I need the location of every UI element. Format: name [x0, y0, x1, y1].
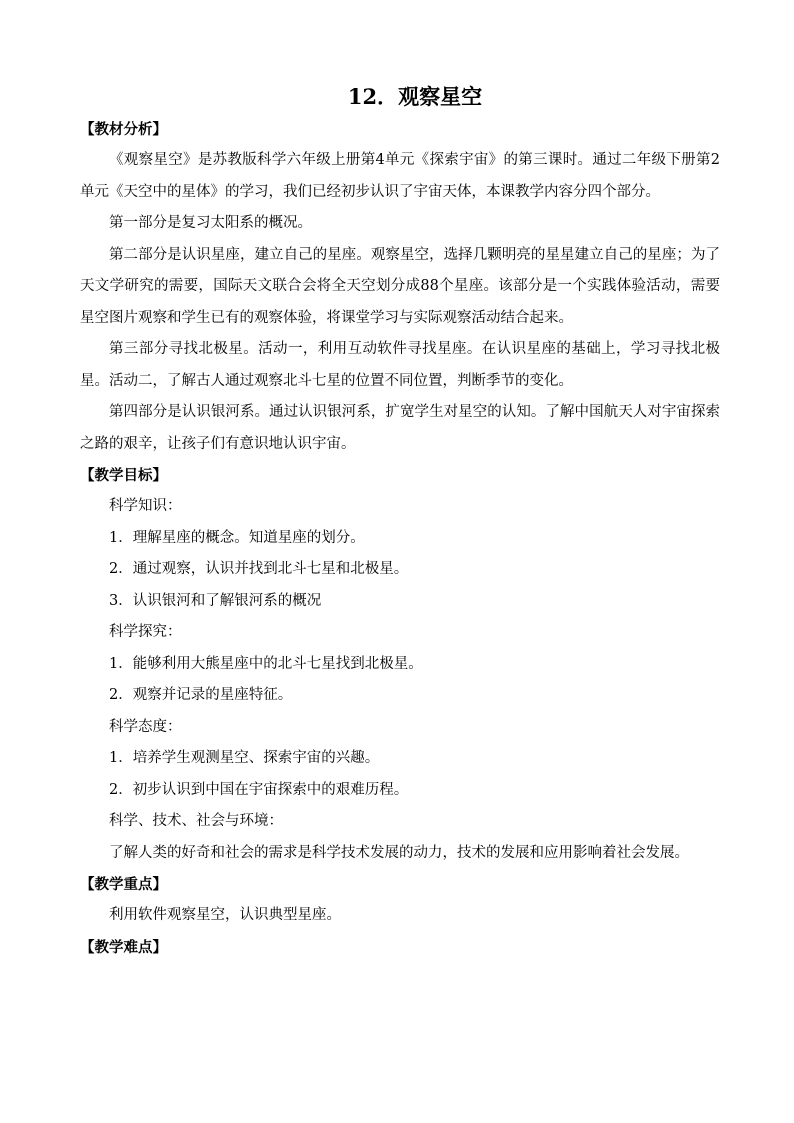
analysis-paragraph-5: 第四部分是认识银河系。通过认识银河系，扩宽学生对星空的认知。了解中国航天人对宇宙探索之路的艰辛，让孩子们有意识地认识宇宙。 — [80, 404, 720, 452]
section-heading-goals: 【教学目标】 — [80, 467, 167, 484]
goals-knowledge-item: 2．通过观察，认识并找到北斗七星和北极星。 — [109, 561, 409, 577]
section-heading-key-points: 【教学重点】 — [80, 876, 167, 893]
goals-attitude-label: 科学态度： — [109, 718, 182, 735]
goals-attitude-item: 2．初步认识到中国在宇宙探索中的艰难历程。 — [109, 781, 409, 798]
section-heading-difficulties: 【教学难点】 — [80, 938, 167, 956]
analysis-paragraph-4: 第三部分寻找北极星。活动一，利用互动软件寻找星座。在认识星座的基础上，学习寻找北极星。活动二，了解古人通过观察北斗七星的位置不同位置，判断季节的变化。 — [80, 341, 720, 389]
goals-knowledge-label: 科学知识： — [109, 498, 182, 514]
section-heading-analysis: 【教材分析】 — [80, 121, 167, 138]
analysis-paragraph-3: 第二部分是认识星座，建立自己的星座。观察星空，选择几颗明亮的星星建立自己的星座；为了天文学研究的需要，国际天文联合会将全天空划分成88个星座。该部分是一个实践体验活动，需要星空图片观察和学生已有的观察体验，将课堂学习与实际观察活动结合起来。 — [80, 246, 720, 326]
goals-attitude-item: 1．培养学生观测星空、探索宇宙的兴趣。 — [109, 750, 380, 766]
document-content — [80, 82, 720, 963]
goals-sts-text: 了解人类的好奇和社会的需求是科学技术发展的动力，技术的发展和应用影响着社会发展。 — [109, 844, 689, 861]
analysis-paragraph-2: 第一部分是复习太阳系的概况。 — [109, 215, 312, 231]
page-title: 12．观察星空 — [347, 84, 483, 109]
goals-knowledge-item: 3．认识银河和了解银河系的概况 — [109, 592, 322, 609]
goals-knowledge-item: 1．理解星座的概念。知道星座的划分。 — [109, 529, 365, 546]
goals-sts-label: 科学、技术、社会与环境： — [109, 813, 283, 829]
goals-inquiry-label: 科学探究： — [109, 624, 182, 640]
key-points-text: 利用软件观察星空，认识典型星座。 — [109, 907, 341, 923]
analysis-paragraph-1: 《观察星空》是苏教版科学六年级上册第4单元《探索宇宙》的第三课时。通过二年级下册第2单元《天空中的星体》的学习，我们已经初步认识了宇宙天体，本课教学内容分四个部分。 — [80, 152, 720, 200]
goals-inquiry-item: 2．观察并记录的星座特征。 — [109, 687, 293, 703]
goals-inquiry-item: 1．能够利用大熊星座中的北斗七星找到北极星。 — [109, 655, 423, 672]
